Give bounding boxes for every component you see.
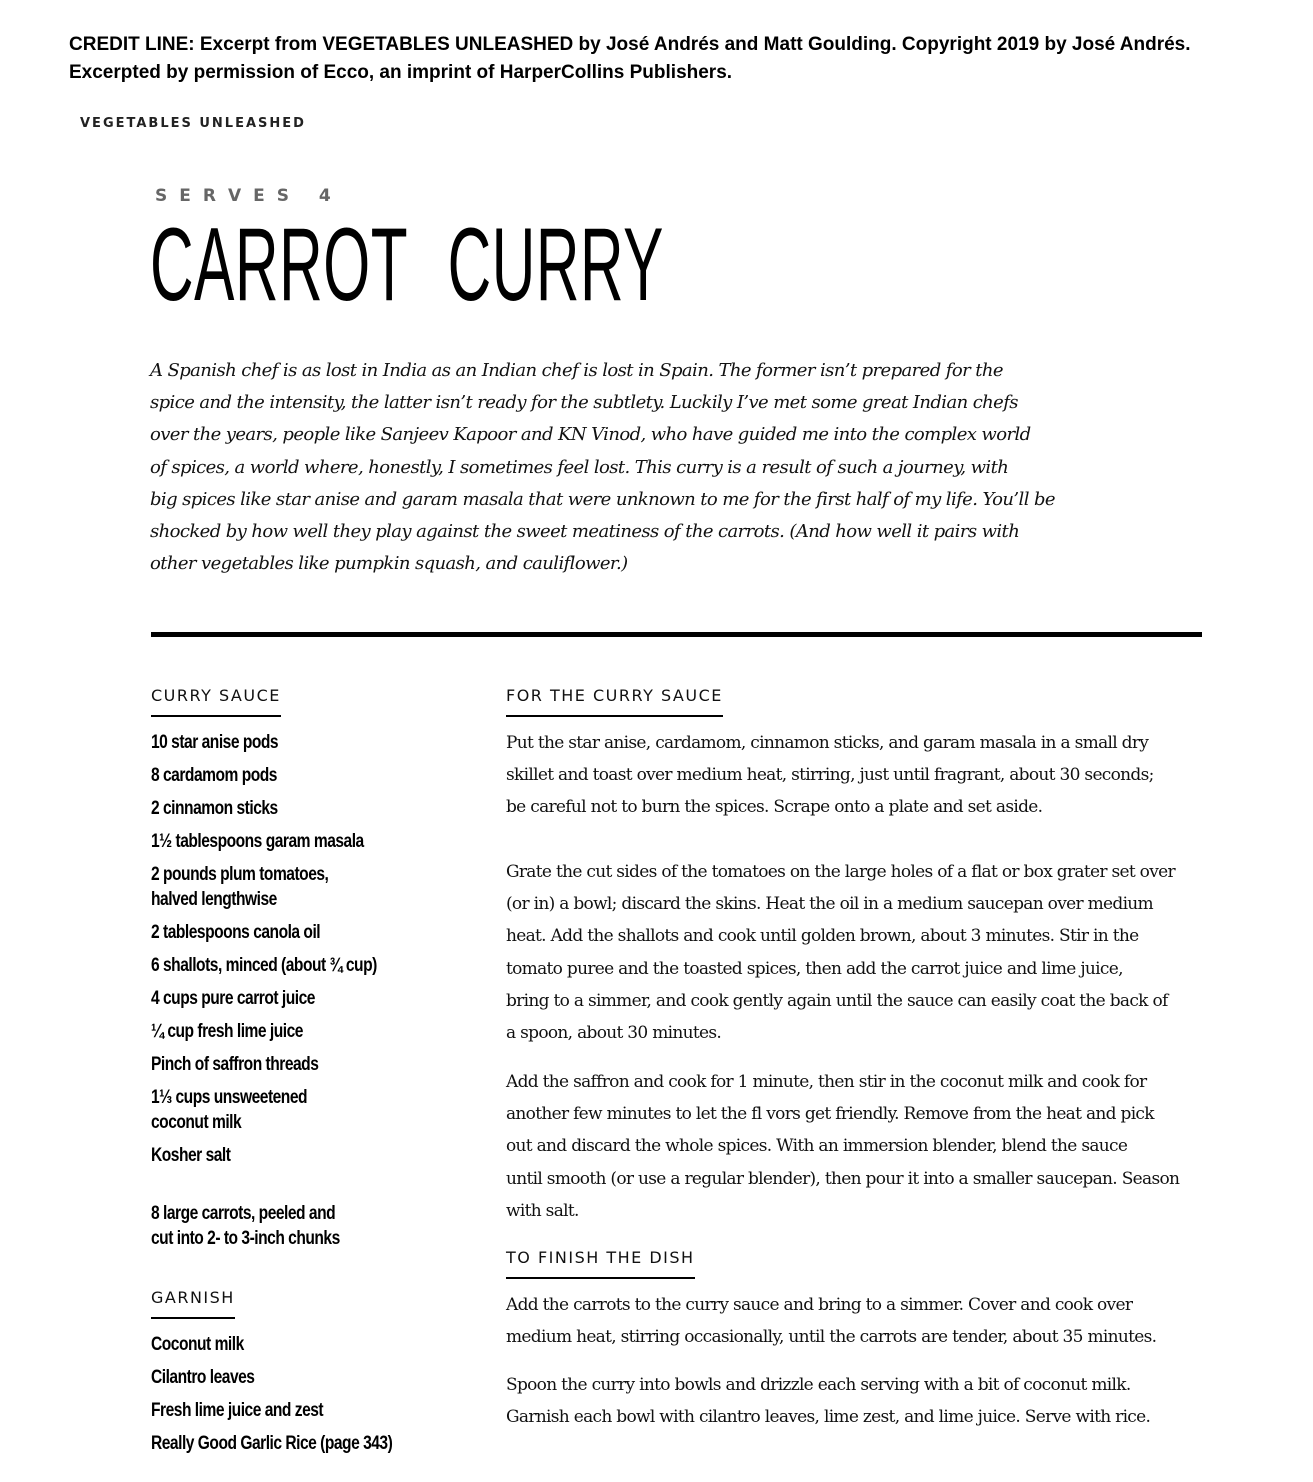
- intro-line: big spices like star anise and garam masala that were unknown to me for the first half of my life. You’ll be: [150, 488, 1055, 510]
- ingredient-item: [151, 953, 397, 978]
- step-line: be careful not to burn the spices. Scrape onto a plate and set aside.: [506, 797, 1043, 818]
- ingredient-line: coconut milk: [151, 1112, 242, 1133]
- ingredient-item: [151, 829, 397, 854]
- step-line: Spoon the curry into bowls and drizzle each serving with a bit of coconut milk.: [506, 1375, 1131, 1395]
- ingredient-line: 8 cardamom pods: [151, 765, 277, 786]
- ingredient-line: 1⅓ cups unsweetened: [151, 1087, 308, 1108]
- step-line: (or in) a bowl; discard the skins. Heat the oil in a medium saucepan over medium: [506, 894, 1153, 915]
- garnish-heading: GARNISH: [151, 1288, 235, 1319]
- intro-line: shocked by how well they play against the sweet meatiness of the carrots. (And how well it pairs with: [150, 521, 1020, 543]
- step-line: medium heat, stirring occasionally, until the carrots are tender, about 35 minutes.: [506, 1327, 1157, 1348]
- method-step: [506, 1066, 1206, 1227]
- ingredient-item: [151, 1143, 397, 1168]
- ingredient-item: [151, 986, 397, 1011]
- step-line: Put the star anise, cardamom, cinnamon sticks, and garam masala in a small dry: [506, 733, 1149, 753]
- credit-line: [69, 31, 1269, 87]
- ingredient-line: Really Good Garlic Rice (page 343): [151, 1433, 393, 1454]
- ingredient-item: [151, 796, 397, 821]
- ingredient-item: [151, 730, 397, 755]
- ingredient-item: [151, 1365, 397, 1390]
- step-line: a spoon, about 30 minutes.: [506, 1023, 722, 1044]
- curry-sauce-ingredient-list: [151, 730, 451, 1259]
- step-line: Add the carrots to the curry sauce and bring to a simmer. Cover and cook over: [506, 1295, 1133, 1315]
- garnish-ingredient-list: [151, 1332, 451, 1464]
- ingredient-item: [151, 1052, 397, 1077]
- ingredient-line: 2 cinnamon sticks: [151, 798, 278, 819]
- recipe-title: CARROT CURRY: [150, 207, 664, 323]
- ingredient-line: Coconut milk: [151, 1334, 244, 1355]
- credit-line-2: Excerpted by permission of Ecco, an imprint of HarperCollins Publishers.: [69, 62, 733, 83]
- ingredient-item: [151, 920, 397, 945]
- method-step: [506, 1289, 1206, 1353]
- ingredient-line: Fresh lime juice and zest: [151, 1400, 324, 1421]
- step-line: until smooth (or use a regular blender), then pour it into a smaller saucepan. Season: [506, 1168, 1180, 1189]
- ingredient-item: [151, 1085, 397, 1135]
- intro-line: A Spanish chef is as lost in India as an Indian chef is lost in Spain. The former isn’t prepared for the: [150, 360, 1003, 381]
- running-head: VEGETABLES UNLEASHED: [80, 116, 306, 131]
- ingredient-line: ¼ cup fresh lime juice: [151, 1021, 303, 1042]
- method-step: [506, 727, 1206, 824]
- step-line: bring to a simmer, and cook gently again until the sauce can easily coat the back of: [506, 990, 1168, 1011]
- step-line: skillet and toast over medium heat, stirring, just until fragrant, about 30 seconds;: [506, 765, 1154, 786]
- intro-line: other vegetables like pumpkin squash, and cauliflower.): [150, 553, 628, 575]
- ingredient-line: 10 star anise pods: [151, 732, 279, 753]
- recipe-intro: [150, 355, 1055, 580]
- serves-label: SERVES 4: [155, 186, 343, 206]
- ingredient-line: Cilantro leaves: [151, 1367, 255, 1388]
- intro-line: of spices, a world where, honestly, I sometimes feel lost. This curry is a result of such a journey, with: [150, 456, 1009, 478]
- method-step: [506, 856, 1206, 1049]
- ingredient-line: cut into 2- to 3-inch chunks: [151, 1228, 340, 1249]
- method-step: [506, 1369, 1206, 1433]
- ingredient-line: 2 tablespoons canola oil: [151, 922, 321, 943]
- step-line: out and discard the whole spices. With an immersion blender, blend the sauce: [506, 1136, 1128, 1157]
- ingredient-item: [151, 1201, 397, 1251]
- intro-line: over the years, people like Sanjeev Kapoor and KN Vinod, who have guided me into the complex world: [150, 424, 1031, 446]
- ingredient-item: [151, 1332, 397, 1357]
- ingredient-item: [151, 763, 397, 788]
- ingredient-line: 1½ tablespoons garam masala: [151, 831, 364, 852]
- step-line: Garnish each bowl with cilantro leaves, lime zest, and lime juice. Serve with rice.: [506, 1407, 1151, 1428]
- for-sauce-heading: FOR THE CURRY SAUCE: [506, 686, 723, 717]
- curry-sauce-heading: CURRY SAUCE: [151, 686, 281, 717]
- step-line: Add the saffron and cook for 1 minute, then stir in the coconut milk and cook for: [506, 1072, 1147, 1092]
- ingredient-line: Kosher salt: [151, 1145, 231, 1166]
- ingredient-item: [151, 1398, 397, 1423]
- credit-line-1: CREDIT LINE: Excerpt from VEGETABLES UNLEASHED by José Andrés and Matt Goulding. Copyright 2019 by José Andrés.: [69, 34, 1191, 55]
- step-line: heat. Add the shallots and cook until golden brown, about 3 minutes. Stir in the: [506, 926, 1139, 947]
- ingredient-line: 4 cups pure carrot juice: [151, 988, 315, 1009]
- ingredient-item: [151, 1019, 397, 1044]
- step-line: another few minutes to let the fl vors get friendly. Remove from the heat and pick: [506, 1104, 1154, 1125]
- finish-dish-heading: TO FINISH THE DISH: [506, 1248, 695, 1279]
- ingredient-line: 6 shallots, minced (about ¾ cup): [151, 955, 377, 976]
- step-line: with salt.: [506, 1200, 579, 1221]
- ingredient-line: 8 large carrots, peeled and: [151, 1203, 336, 1224]
- ingredient-item: [151, 862, 397, 912]
- ingredient-line: halved lengthwise: [151, 889, 277, 910]
- intro-line: spice and the intensity, the latter isn’t ready for the subtlety. Luckily I’ve met some great Indian chefs: [150, 392, 1018, 414]
- step-line: Grate the cut sides of the tomatoes on the large holes of a flat or box grater set over: [506, 862, 1175, 882]
- ingredient-item: [151, 1431, 397, 1456]
- ingredient-line: Pinch of saffron threads: [151, 1054, 319, 1075]
- ingredient-line: 2 pounds plum tomatoes,: [151, 864, 329, 885]
- step-line: tomato puree and the toasted spices, then add the carrot juice and lime juice,: [506, 958, 1123, 979]
- section-divider: [151, 632, 1202, 637]
